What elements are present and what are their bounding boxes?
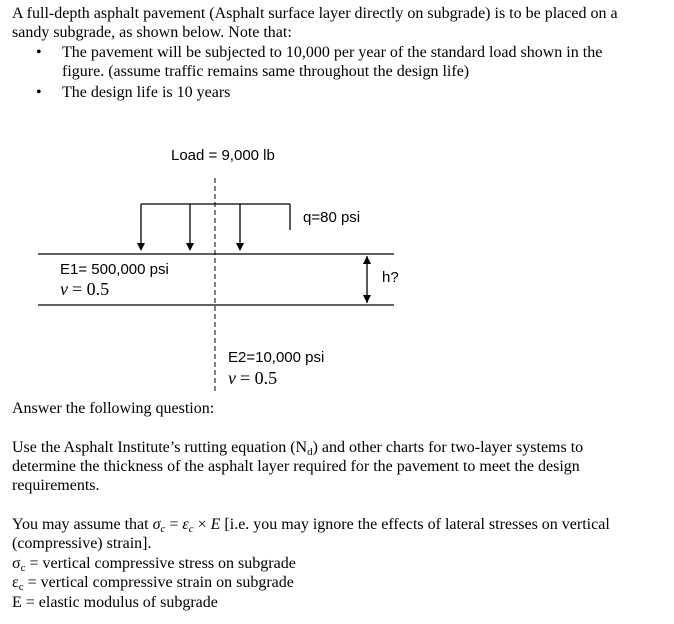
pressure-arrowhead [236, 243, 244, 251]
subscript-c: c [160, 523, 166, 535]
bullet-1-line-1: The pavement will be subjected to 10,000 per year of the standard load shown in the [62, 44, 603, 61]
layer2-modulus: E2=10,000 psi [228, 349, 325, 366]
epsilon-symbol: ε [182, 516, 189, 533]
poisson-value: = 0.5 [240, 368, 278, 388]
layer2-poisson [228, 368, 277, 389]
def-symbol: σ [12, 555, 21, 572]
subscript-c: c [188, 523, 194, 535]
def-symbol: ε [12, 574, 19, 591]
intro-line-2: sandy subgrade, as shown below. Note that: [12, 24, 292, 41]
bullet-symbol: • [36, 84, 42, 101]
times-sign: × [193, 516, 211, 533]
def-text: = elastic modulus of subgrade [21, 594, 218, 611]
layer1-modulus: E1= 500,000 psi [60, 261, 169, 278]
modulus-symbol: E [210, 516, 221, 533]
def-text: = vertical compressive stress on subgrade [25, 555, 296, 572]
question-para-line-2: determine the thickness of the asphalt layer required for the pavement to meet the design [12, 458, 580, 475]
bullet-2-line-1: The design life is 10 years [62, 84, 231, 101]
bullet-1-line-2: figure. (assume traffic remains same throughout the design life) [62, 63, 470, 80]
assume-text: [i.e. you may ignore the effects of lateral stresses on vertical [220, 516, 610, 533]
def-subscript: c [20, 562, 26, 574]
layer1-poisson [60, 279, 109, 300]
sigma-symbol: σ [152, 516, 161, 533]
intro-line-1: A full-depth asphalt pavement (Asphalt surface layer directly on subgrade) is to be placed on a [12, 5, 618, 22]
pressure-arrowhead [186, 243, 194, 251]
def-subscript: c [18, 581, 24, 593]
assumption-line-2: (compressive) strain]. [12, 535, 152, 552]
thickness-label: h? [382, 269, 399, 286]
para-subscript: d [307, 446, 313, 458]
bullet-symbol: • [36, 44, 42, 61]
question-heading: Answer the following question: [12, 400, 215, 417]
para-text: ) and other charts for two-layer systems to [312, 439, 584, 456]
thickness-arrow-down [363, 295, 371, 303]
pressure-arrowhead [137, 243, 145, 251]
poisson-value: = 0.5 [72, 279, 110, 299]
poisson-symbol: ν [228, 368, 236, 388]
pressure-label: q=80 psi [303, 209, 361, 226]
equals-sign: = [165, 516, 183, 533]
definition-modulus [12, 593, 218, 612]
para-text: Use the Asphalt Institute’s rutting equation (N [12, 439, 308, 456]
load-label: Load = 9,000 lb [171, 147, 275, 164]
question-para-line-3: requirements. [12, 477, 100, 494]
def-text: = vertical compressive strain on subgrade [23, 574, 294, 591]
assume-text: You may assume that [12, 516, 153, 533]
def-symbol: E [12, 594, 22, 611]
poisson-symbol: ν [60, 279, 68, 299]
thickness-arrow-up [363, 256, 371, 264]
